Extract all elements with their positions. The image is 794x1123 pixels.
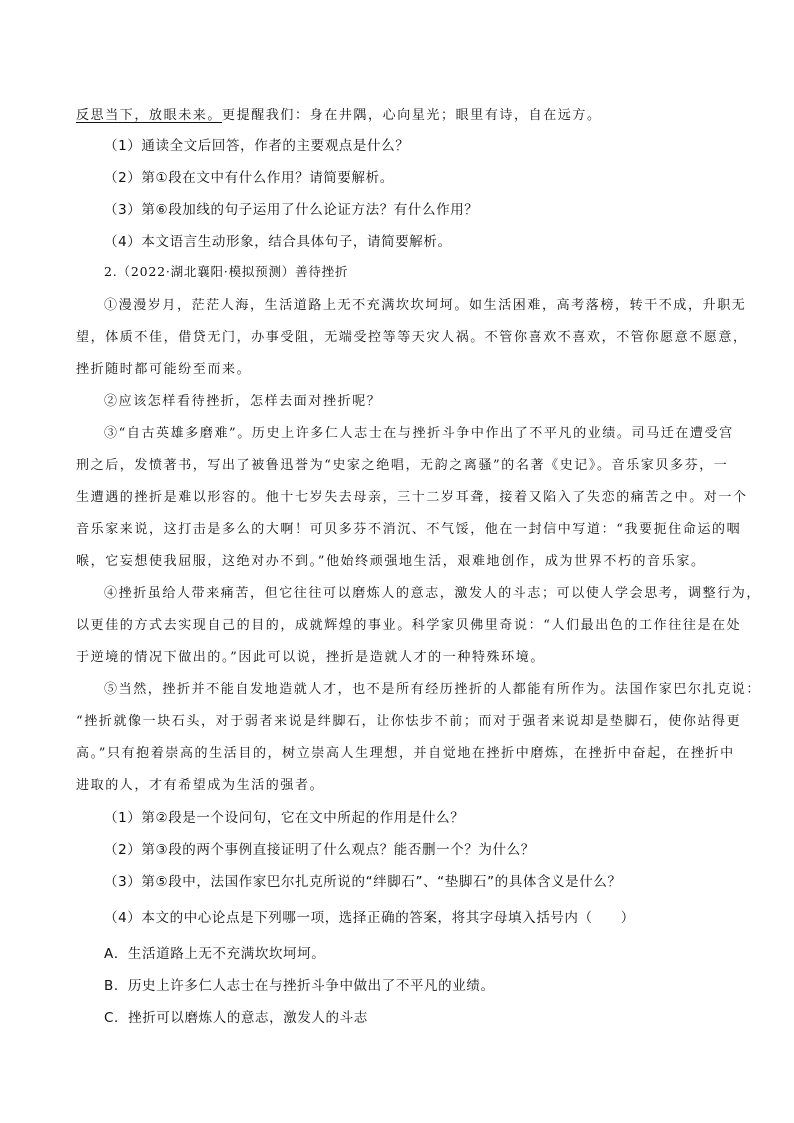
paragraph-3-line-1: ③“自古英雄多磨难”。历史上许多仁人志士在与挫折斗争中作出了不平凡的业绩。司马迁在遭受宫 bbox=[104, 426, 734, 441]
paragraph-4-line-3: 于逆境的情况下做出的。”因此可以说，挫折是造就人才的一种特殊环境。 bbox=[76, 650, 545, 665]
intro-underlined-text: 反思当下，放眼未来。 bbox=[76, 108, 223, 123]
option-a: A．生活道路上无不充满坎坎坷坷。 bbox=[104, 946, 326, 962]
question-2-2: （2）第③段的两个事例直接证明了什么观点？能否删一个？为什么？ bbox=[104, 842, 535, 858]
question-2-1: （1）第②段是一个设问句，它在文中所起的作用是什么？ bbox=[104, 810, 465, 826]
paragraph-1-line-1: ①漫漫岁月，茫茫人海，生活道路上无不充满坎坎坷坷。如生活困难，高考落榜，转干不成，升职无 bbox=[104, 298, 747, 313]
section-2-title: 2.（2022·湖北襄阳·模拟预测）善待挫折 bbox=[104, 264, 349, 279]
paragraph-5-line-4: 进取的人，才有希望成为生活的强者。 bbox=[76, 778, 325, 793]
paragraph-1-line-2: 望，体质不佳，借贷无门，办事受阻，无端受控等等天灾人祸。不管你喜欢不喜欢，不管你愿意不愿意， bbox=[76, 330, 748, 345]
paragraph-2: ②应该怎样看待挫折，怎样去面对挫折呢？ bbox=[104, 394, 382, 409]
question-1-2: （2）第①段在文中有什么作用？请简要解析。 bbox=[104, 170, 394, 186]
question-2-4: （4）本文的中心论点是下列哪一项，选择正确的答案，将其字母填入括号内（ ） bbox=[104, 910, 635, 926]
question-2-3: （3）第⑤段中，法国作家巴尔扎克所说的“绊脚石”、“垫脚石”的具体含义是什么？ bbox=[104, 874, 622, 890]
option-c: C．挫折可以磨炼人的意志，激发人的斗志 bbox=[104, 1010, 368, 1026]
paragraph-3-line-5: 喉，它妄想使我屈服，这绝对办不到。”他始终顽强地生活，艰难地创作，成为世界不朽的音乐家。 bbox=[76, 554, 706, 569]
paragraph-3-line-3: 生遭遇的挫折是难以形容的。他十七岁失去母亲，三十二岁耳聋，接着又陷入了失恋的痛苦之中。对一个 bbox=[76, 490, 748, 505]
paragraph-3-line-2: 刑之后，发愤著书，写出了被鲁迅誉为“史家之绝唱，无韵之离骚”的名著《史记》。音乐家贝多芬，一 bbox=[76, 458, 729, 473]
paragraph-5-line-2: “挫折就像一块石头，对于弱者来说是绊脚石，让你怯步不前；而对于强者来说却是垫脚石，使你站得更 bbox=[76, 714, 742, 729]
paragraph-5-line-3: 高。”只有抱着崇高的生活目的，树立崇高人生理想，并自觉地在挫折中磨炼，在挫折中奋起，在挫折中 bbox=[76, 746, 735, 761]
question-1-1: （1）通读全文后回答，作者的主要观点是什么？ bbox=[104, 138, 410, 154]
intro-line bbox=[76, 104, 602, 123]
question-1-3: （3）第⑥段加线的句子运用了什么论证方法？有什么作用？ bbox=[104, 202, 479, 218]
paragraph-3-line-4: 音乐家来说，这打击是多么的大啊！可贝多芬不消沉、不气馁，他在一封信中写道：“我要扼住命运的咽 bbox=[76, 522, 742, 537]
intro-text: 更提醒我们：身在井隅，心向星光；眼里有诗，自在远方。 bbox=[222, 108, 602, 123]
paragraph-5-line-1: ⑤当然，挫折并不能自发地造就人才，也不是所有经历挫折的人都能有所作为。法国作家巴尔扎克说： bbox=[104, 682, 762, 697]
option-b: B．历史上许多仁人志士在与挫折斗争中做出了不平凡的业绩。 bbox=[104, 978, 495, 994]
paragraph-1-line-3: 挫折随时都可能纷至而来。 bbox=[76, 362, 252, 377]
paragraph-4-line-1: ④挫折虽给人带来痛苦，但它往往可以磨炼人的意志，激发人的斗志；可以使人学会思考，调整行为， bbox=[104, 586, 762, 601]
paragraph-4-line-2: 以更佳的方式去实现自己的目的，成就辉煌的事业。科学家贝佛里奇说：“人们最出色的工作往往是在处 bbox=[76, 618, 742, 633]
question-1-4: （4）本文语言生动形象，结合具体句子，请简要解析。 bbox=[104, 234, 452, 250]
